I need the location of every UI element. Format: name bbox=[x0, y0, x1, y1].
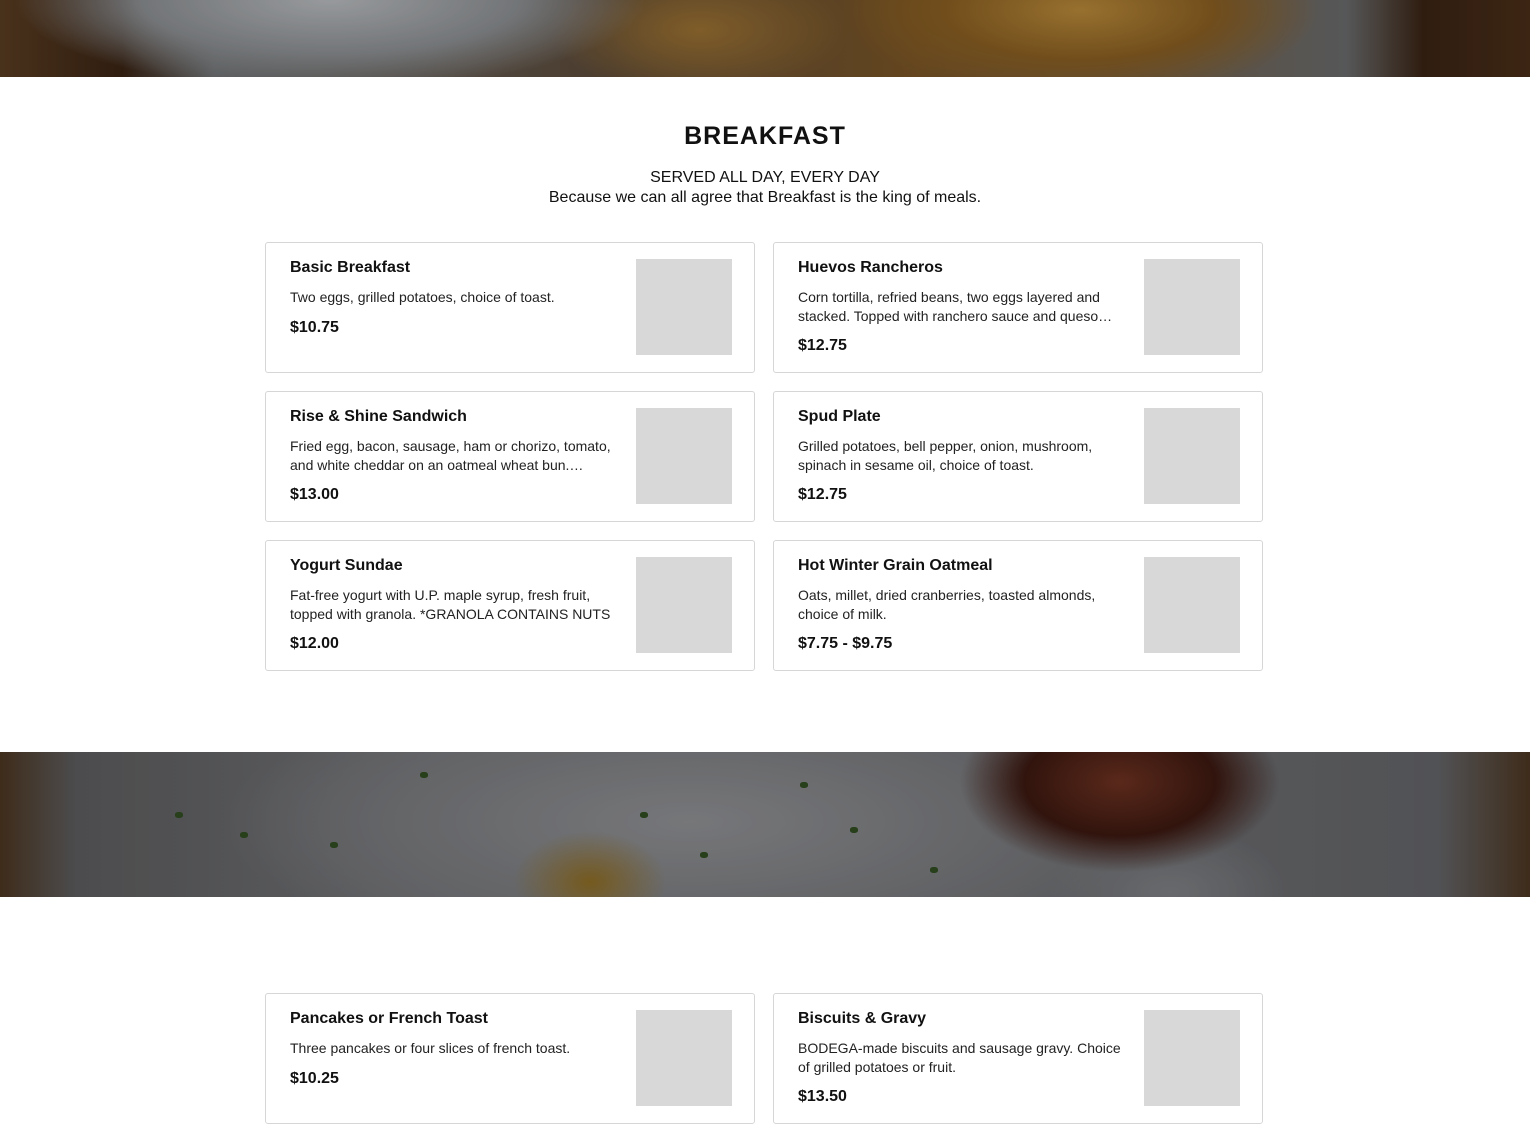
menu-item-price: $7.75 - $9.75 bbox=[798, 635, 893, 652]
menu-item-description: Corn tortilla, refried beans, two eggs layered and stacked. Topped with ranchero sauce and queso… bbox=[798, 289, 1113, 324]
section-subtitle-line2: Because we can all agree that Breakfast is the king of meals. bbox=[548, 189, 982, 206]
menu-item-name: Rise & Shine Sandwich bbox=[290, 408, 467, 425]
menu-item-description: Fried egg, bacon, sausage, ham or chorizo, tomato, and white cheddar on an oatmeal wheat bun.… bbox=[290, 438, 611, 473]
menu-item-card[interactable] bbox=[265, 242, 755, 373]
hero-banner-top bbox=[0, 0, 1530, 77]
menu-item-description: Grilled potatoes, bell pepper, onion, mushroom, spinach in sesame oil, choice of toast. bbox=[798, 438, 1093, 473]
menu-item-name: Biscuits & Gravy bbox=[798, 1010, 927, 1027]
menu-item-price: $10.75 bbox=[290, 319, 339, 336]
menu-item-name: Pancakes or French Toast bbox=[290, 1010, 488, 1027]
menu-item-price: $13.50 bbox=[798, 1088, 847, 1105]
menu-item-card[interactable] bbox=[773, 391, 1263, 522]
menu-item-description: Oats, millet, dried cranberries, toasted almonds, choice of milk. bbox=[798, 587, 1096, 622]
menu-item-image bbox=[1144, 408, 1240, 504]
menu-item-description: Three pancakes or four slices of french toast. bbox=[290, 1040, 571, 1056]
menu-item-price: $13.00 bbox=[290, 486, 339, 503]
menu-item-card[interactable] bbox=[773, 242, 1263, 373]
menu-item-image bbox=[1144, 557, 1240, 653]
menu-item-card[interactable] bbox=[773, 540, 1263, 671]
menu-item-name: Huevos Rancheros bbox=[798, 259, 943, 276]
menu-item-image bbox=[1144, 1010, 1240, 1106]
menu-item-name: Hot Winter Grain Oatmeal bbox=[798, 557, 993, 574]
menu-item-card[interactable] bbox=[773, 993, 1263, 1124]
hero-banner-middle bbox=[0, 752, 1530, 897]
menu-item-name: Yogurt Sundae bbox=[290, 557, 403, 574]
section-title: BREAKFAST bbox=[684, 122, 846, 150]
section-subtitle-line1: SERVED ALL DAY, EVERY DAY bbox=[650, 169, 880, 186]
menu-item-card[interactable] bbox=[265, 391, 755, 522]
menu-item-image bbox=[1144, 259, 1240, 355]
menu-item-image bbox=[636, 259, 732, 355]
menu-item-price: $12.00 bbox=[290, 635, 339, 652]
menu-item-card[interactable] bbox=[265, 540, 755, 671]
menu-item-description: Two eggs, grilled potatoes, choice of toast. bbox=[290, 289, 555, 305]
menu-item-price: $12.75 bbox=[798, 486, 847, 503]
menu-item-name: Basic Breakfast bbox=[290, 259, 411, 276]
menu-item-description: BODEGA-made biscuits and sausage gravy. Choice of grilled potatoes or fruit. bbox=[798, 1040, 1121, 1075]
menu-item-price: $10.25 bbox=[290, 1070, 339, 1087]
menu-item-name: Spud Plate bbox=[798, 408, 881, 425]
menu-item-image bbox=[636, 557, 732, 653]
menu-item-description: Fat-free yogurt with U.P. maple syrup, fresh fruit, topped with granola. *GRANOLA CONTAINS NUTS bbox=[290, 587, 611, 622]
section-subtitle bbox=[0, 168, 1530, 208]
menu-item-price: $12.75 bbox=[798, 337, 847, 354]
menu-item-image bbox=[636, 408, 732, 504]
menu-item-card[interactable] bbox=[265, 993, 755, 1124]
menu-item-image bbox=[636, 1010, 732, 1106]
